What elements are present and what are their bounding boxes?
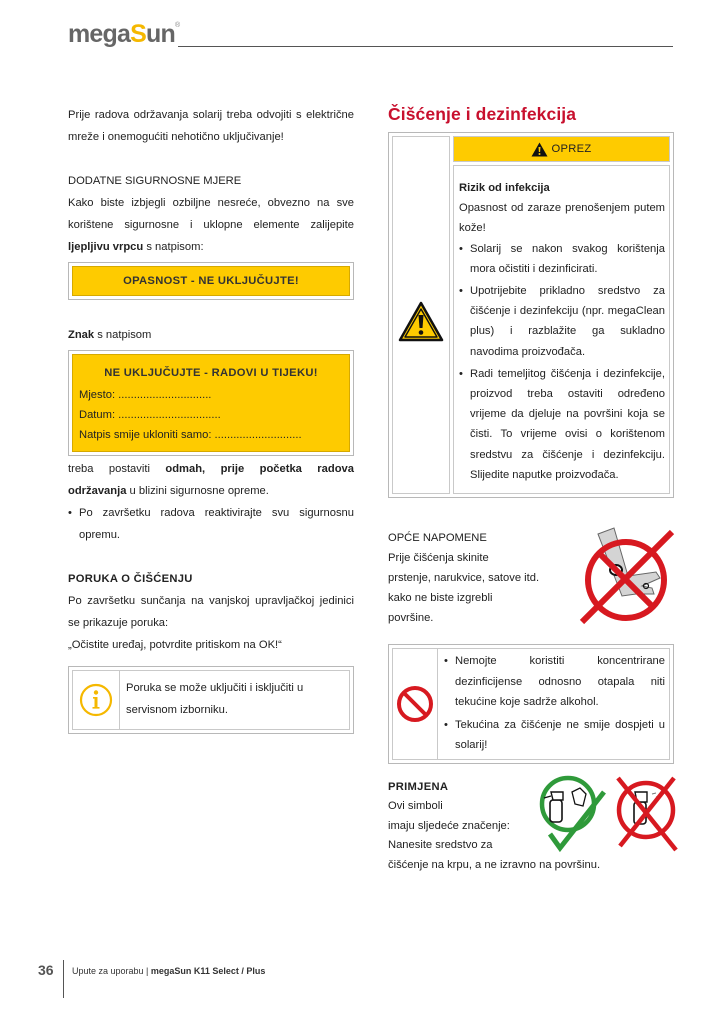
safety-text <box>68 192 354 258</box>
caution-bullet-3: • Radi temeljitog čišćenja i dezinfekcije, proizvod treba ostaviti određeno vrijeme da djeluje na površini koja se čisti. To vrijeme ovisi o korištenom sredstvu za čišćenje i dezinfekciju. Slijedite naputke proizvođača. <box>459 364 665 485</box>
sign-line-date: Datum: ................................. <box>79 409 221 421</box>
prohibition-icon <box>396 685 434 723</box>
sign-intro <box>68 324 354 346</box>
usage-line: imaju sljedeće značenje: <box>388 819 510 832</box>
sign-intro-rest: s natpisom <box>94 329 152 341</box>
message-heading: PORUKA O ČIŠĆENJU <box>68 573 193 585</box>
caution-header <box>453 136 670 162</box>
warning-triangle-icon <box>398 301 444 343</box>
info-icon <box>79 683 113 717</box>
general-line: prstenje, narukvice, satove itd. <box>388 572 540 585</box>
sign-line-removal: Natpis smije ukloniti samo: ............................ <box>79 429 302 441</box>
sign-title: NE UKLJUČUJTE - RADOVI U TIJEKU! <box>104 367 318 379</box>
spray-direct-prohibited-icon <box>608 774 688 854</box>
tape-label: OPASNOST - NE UKLJUČUJTE! <box>72 266 350 296</box>
footer-product: megaSun K11 Select / Plus <box>150 966 266 976</box>
safety-heading: DODATNE SIGURNOSNE MJERE <box>68 175 242 187</box>
section-title: Čišćenje i dezinfekcija <box>388 104 577 124</box>
footer-doc-label: Upute za uporabu | <box>72 966 151 976</box>
header-rule <box>178 46 673 47</box>
logo-s: S <box>130 20 146 48</box>
caution-triangle-icon <box>531 142 548 157</box>
info-box <box>68 666 354 734</box>
spray-on-cloth-ok-icon <box>536 774 612 854</box>
general-line: Prije čišćenja skinite <box>388 552 489 565</box>
warning-sign-box <box>68 350 354 456</box>
caution-icon-cell <box>392 136 450 494</box>
general-heading: OPĆE NAPOMENE <box>388 532 487 545</box>
prohibition-bullet-1: • Nemojte koristiti koncentrirane dezinficijense odnosno otapala niti tekućine koje sadrže alkohol. <box>444 651 665 713</box>
after-sign-text <box>68 458 354 502</box>
message-quote: „Očistite uređaj, potvrdite pritiskom na OK!“ <box>68 639 282 651</box>
prohibition-bullet-2: • Tekućina za čišćenje ne smije dospjeti u solarij! <box>444 715 665 756</box>
info-icon-cell <box>72 670 120 730</box>
message-text: Po završetku sunčanja na vanjskoj upravljačkoj jedinici se prikazuje poruka: <box>68 595 354 629</box>
intro-text: Prije radova održavanja solarij treba odvojiti s električne mreže i onemogućiti nehotično uključivanje! <box>68 109 354 143</box>
caution-bullet-2: • Upotrijebite prikladno sredstvo za čišćenje i dezinfekciju (npr. megaClean plus) i razblažite ga sukladno navodima proizvođača. <box>459 281 665 362</box>
logo-registered: ® <box>174 22 180 29</box>
after-sign-1: treba postaviti <box>68 463 166 475</box>
sign-intro-bold: Znak <box>68 329 95 341</box>
usage-heading: PRIMJENA <box>388 780 449 793</box>
risk-text: Opasnost od zaraze prenošenjem putem kože! <box>459 202 665 235</box>
general-line: površine. <box>388 612 434 625</box>
bullet-reactivate: • Po završetku radova reaktivirajte svu sigurnosnu opremu. <box>68 502 354 546</box>
no-jewelry-icon <box>576 526 676 626</box>
caution-bullet-1: • Solarij se nakon svakog korištenja mora očistiti i dezinficirati. <box>459 239 665 279</box>
usage-line: čišćenje na krpu, a ne izravno na površinu. <box>388 858 601 871</box>
usage-section <box>388 778 674 876</box>
info-note: Poruka se može uključiti i isključiti u servisnom izborniku. <box>120 670 350 730</box>
prohibition-box <box>388 644 674 764</box>
page-number: 36 <box>38 962 54 978</box>
caution-body <box>453 165 670 494</box>
after-sign-bold: odmah, prije početka radova održavanja <box>68 463 354 497</box>
after-sign-2: u blizini sigurnosne opreme. <box>126 485 269 497</box>
general-line: kako ne biste izgrebli <box>388 592 493 605</box>
safety-text-2: s natpisom: <box>143 241 204 253</box>
caution-label: OPREZ <box>551 143 592 155</box>
logo-prefix: mega <box>68 20 131 48</box>
caution-box <box>388 132 674 498</box>
usage-line: Nanesite sredstvo za <box>388 839 493 852</box>
logo-suffix: un <box>145 20 175 48</box>
footer-text <box>72 966 265 976</box>
prohibition-icon-cell <box>392 648 438 760</box>
risk-heading: Rizik od infekcija <box>459 182 550 194</box>
left-column <box>68 104 354 734</box>
footer-rule <box>63 960 64 998</box>
right-column <box>388 104 674 875</box>
general-notes <box>388 528 674 628</box>
tape-label-box <box>68 262 354 300</box>
sign-line-place: Mjesto: .............................. <box>79 389 212 401</box>
safety-text-1: Kako biste izbjegli ozbiljne nesreće, obvezno na sve korištene sigurnosne i uklopne elemente zalijepite <box>68 197 354 231</box>
usage-line: Ovi simboli <box>388 800 443 813</box>
safety-text-bold: ljepljivu vrpcu <box>68 241 144 253</box>
megasun-logo <box>68 20 179 49</box>
